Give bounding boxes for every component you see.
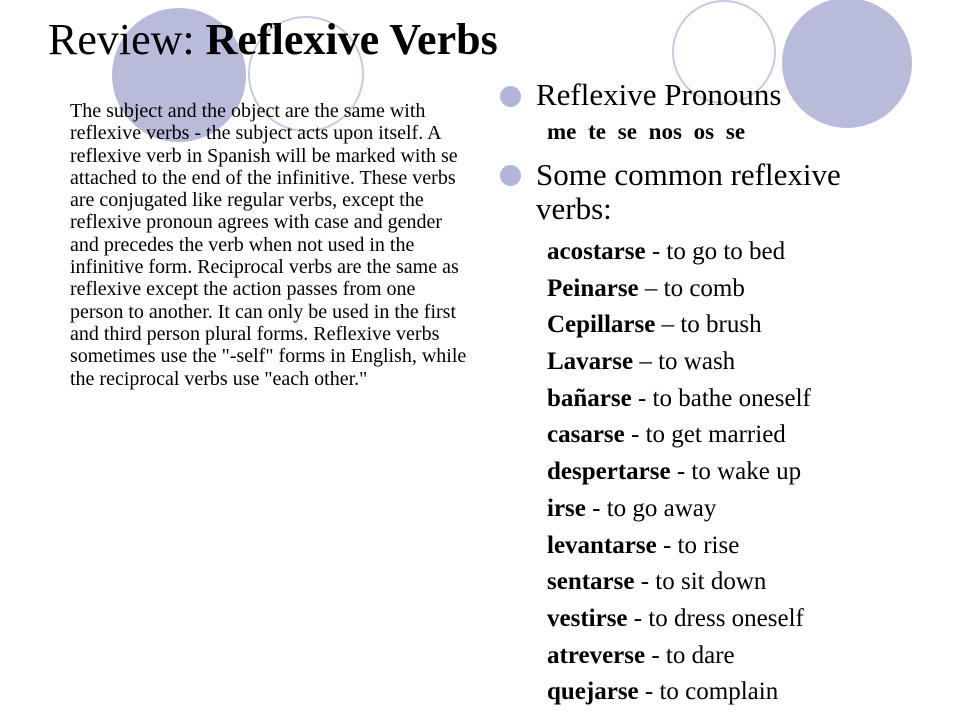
verb: casarse	[547, 421, 625, 449]
list-item	[547, 674, 811, 711]
bullet-text-line-1: Some common reflexive	[536, 157, 841, 192]
list-item	[547, 307, 811, 344]
bullet-text: Reflexive Pronouns	[536, 77, 782, 112]
bullet-dot-icon	[500, 165, 521, 186]
list-item	[547, 601, 811, 638]
pronoun: se	[617, 119, 637, 144]
verb: despertarse	[547, 458, 671, 486]
pronoun: me	[547, 119, 577, 144]
verb: vestirse	[547, 604, 628, 632]
verb-meaning: – to brush	[655, 311, 762, 339]
verb-meaning: - to wake up	[670, 458, 802, 486]
list-item	[547, 344, 811, 381]
pronoun: os	[693, 119, 715, 144]
verb-meaning: – to wash	[633, 348, 736, 376]
title-bold: Reflexive Verbs	[205, 15, 498, 64]
verb: sentarse	[547, 568, 635, 596]
verb-list	[547, 234, 811, 711]
verb: levantarse	[547, 531, 657, 559]
verb-meaning: - to dare	[645, 641, 735, 669]
list-item	[547, 638, 811, 675]
verb-meaning: - to get married	[624, 421, 786, 449]
pronoun-list	[547, 119, 745, 145]
verb: quejarse	[547, 678, 639, 706]
decor-circle-right	[782, 0, 912, 128]
verb: Peinarse	[547, 274, 639, 302]
list-item	[547, 271, 811, 308]
list-item	[547, 491, 811, 528]
title-prefix: Review:	[48, 15, 206, 64]
verb-meaning: - to go to bed	[645, 238, 786, 265]
list-item	[547, 417, 811, 454]
bullet-text-line-2: verbs:	[536, 191, 612, 226]
pronoun: te	[588, 119, 606, 144]
list-item	[547, 528, 811, 565]
verb-meaning: - to complain	[638, 678, 779, 706]
list-item	[547, 564, 811, 601]
verb: acostarse	[547, 238, 646, 265]
explanation-paragraph: The subject and the object are the same with reflexive verbs - the subject acts upon itself. A reflexive verb in Spanish will be marked with se attached to the end of the infinitive. These verbs are conjugated like regular verbs, except the reflexive pronoun agrees with case and gender and precedes the verb when not used in the infinitive form. Reciprocal verbs are the same as reflexive except the action passes from one person to another. It can only be used in the first and third person plural forms. Reflexive verbs sometimes use the "-self" forms in English, while the reciprocal verbs use "each other."	[70, 100, 467, 390]
verb: Lavarse	[547, 348, 634, 376]
verb-meaning: - to sit down	[634, 568, 767, 596]
pronoun: nos	[648, 119, 682, 144]
bullet-dot-icon	[500, 86, 521, 107]
verb-meaning: – to comb	[638, 274, 745, 302]
list-item	[547, 454, 811, 491]
list-item	[547, 234, 811, 271]
pronoun: se	[725, 119, 746, 144]
list-item	[547, 381, 811, 418]
verb: bañarse	[547, 384, 632, 412]
verb: Cepillarse	[547, 311, 656, 339]
verb-meaning: - to bathe oneself	[631, 384, 811, 412]
verb-meaning: - to rise	[656, 531, 740, 559]
verb: irse	[547, 494, 586, 522]
verb-meaning: - to dress oneself	[627, 604, 804, 632]
verb: atreverse	[547, 641, 646, 669]
page-title	[48, 12, 498, 68]
verb-meaning: - to go away	[585, 494, 717, 522]
